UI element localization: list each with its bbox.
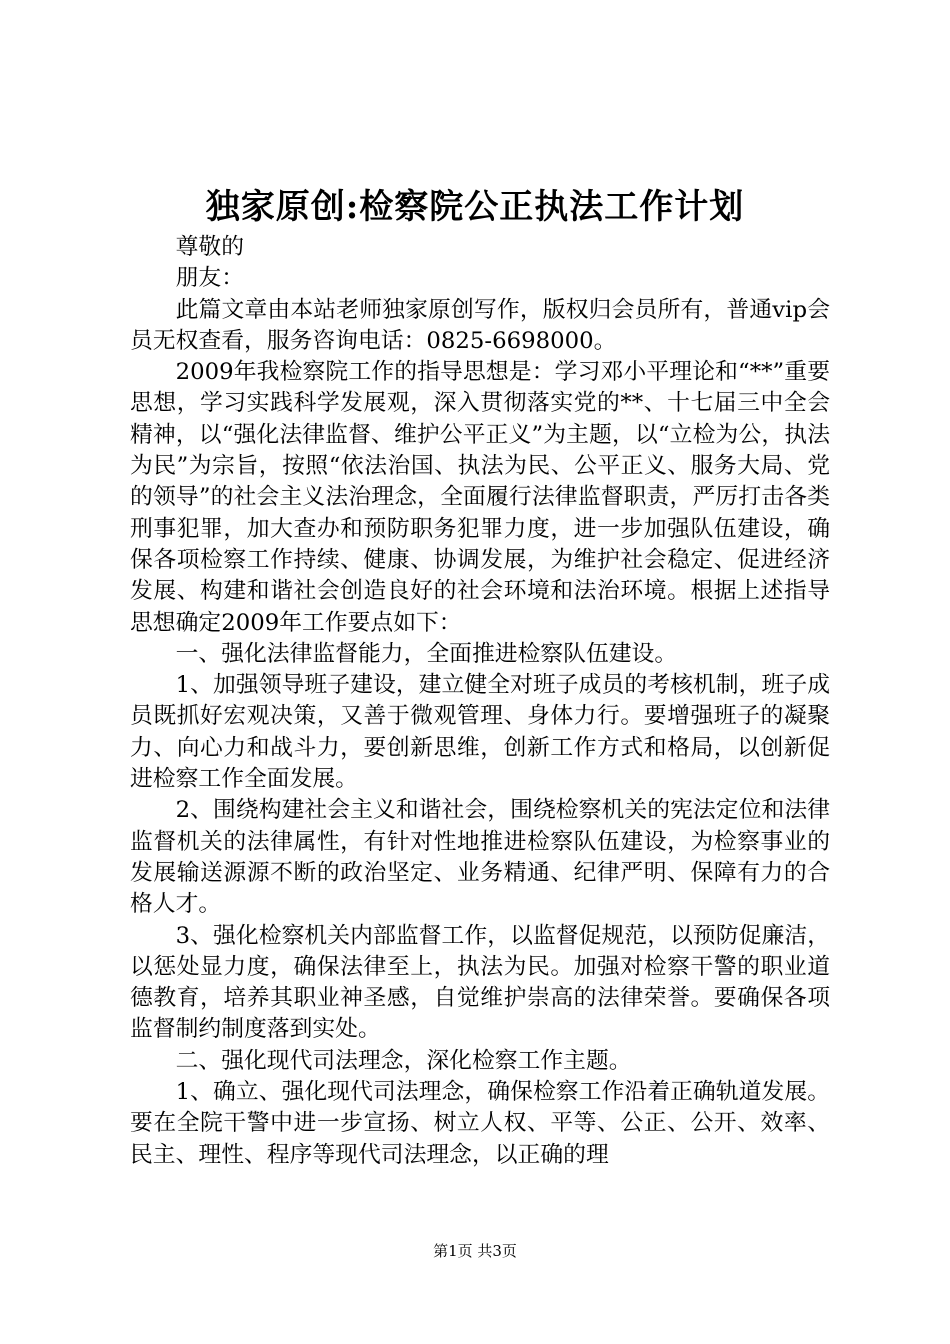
guiding-thought-paragraph: 2009年我检察院工作的指导思想是：学习邓小平理论和“**”重要思想，学习实践科学发展观，深入贯彻落实党的**、十七届三中全会精神，以“强化法律监督、维护公平正义”为主题，以“立检为公，执法为民”为宗旨，按照“依法治国、执法为民、公平正义、服务大局、党的领导”的社会主义法治理念，全面履行法律监督职责，严厉打击各类刑事犯罪，加大查办和预防职务犯罪力度，进一步加强队伍建设，确保各项检察工作持续、健康、协调发展，为维护社会稳定、促进经济发展、构建和谐社会创造良好的社会环境和法治环境。根据上述指导思想确定2009年工作要点如下： — [130, 359, 830, 636]
section-1-item-1: 1、加强领导班子建设，建立健全对班子成员的考核机制，班子成员既抓好宏观决策，又善于微观管理、身体力行。要增强班子的凝聚力、向心力和战斗力，要创新思维，创新工作方式和格局，以创新促进检察工作全面发展。 — [130, 672, 830, 793]
document-title: 独家原创:检察院公正执法工作计划 — [205, 187, 745, 227]
copyright-notice: 此篇文章由本站老师独家原创写作，版权归会员所有，普通vip会员无权查看，服务咨询电话：0825-6698000。 — [130, 296, 830, 354]
page-footer: 第1页 共3页 — [433, 1242, 517, 1260]
section-2-item-1: 1、确立、强化现代司法理念，确保检察工作沿着正确轨道发展。要在全院干警中进一步宣扬、树立人权、平等、公正、公开、效率、民主、理性、程序等现代司法理念，以正确的理 — [130, 1079, 830, 1168]
salutation-line-2: 朋友： — [175, 265, 244, 292]
section-heading-2: 二、强化现代司法理念，深化检察工作主题。 — [175, 1047, 632, 1074]
section-1-item-3: 3、强化检察机关内部监督工作，以监督促规范，以预防促廉洁，以惩处显力度，确保法律至上，执法为民。加强对检察干警的职业道德教育，培养其职业神圣感，自觉维护崇高的法律荣誉。要确保各项监督制约制度落到实处。 — [130, 922, 830, 1043]
salutation-line-1: 尊敬的 — [175, 234, 244, 260]
section-heading-1: 一、强化法律监督能力，全面推进检察队伍建设。 — [175, 640, 678, 667]
document-body — [130, 232, 830, 1171]
section-1-item-2: 2、围绕构建社会主义和谐社会，围绕检察机关的宪法定位和法律监督机关的法律属性，有针对性地推进检察队伍建设，为检察事业的发展输送源源不断的政治坚定、业务精通、纪律严明、保障有力的合格人才。 — [130, 797, 830, 918]
